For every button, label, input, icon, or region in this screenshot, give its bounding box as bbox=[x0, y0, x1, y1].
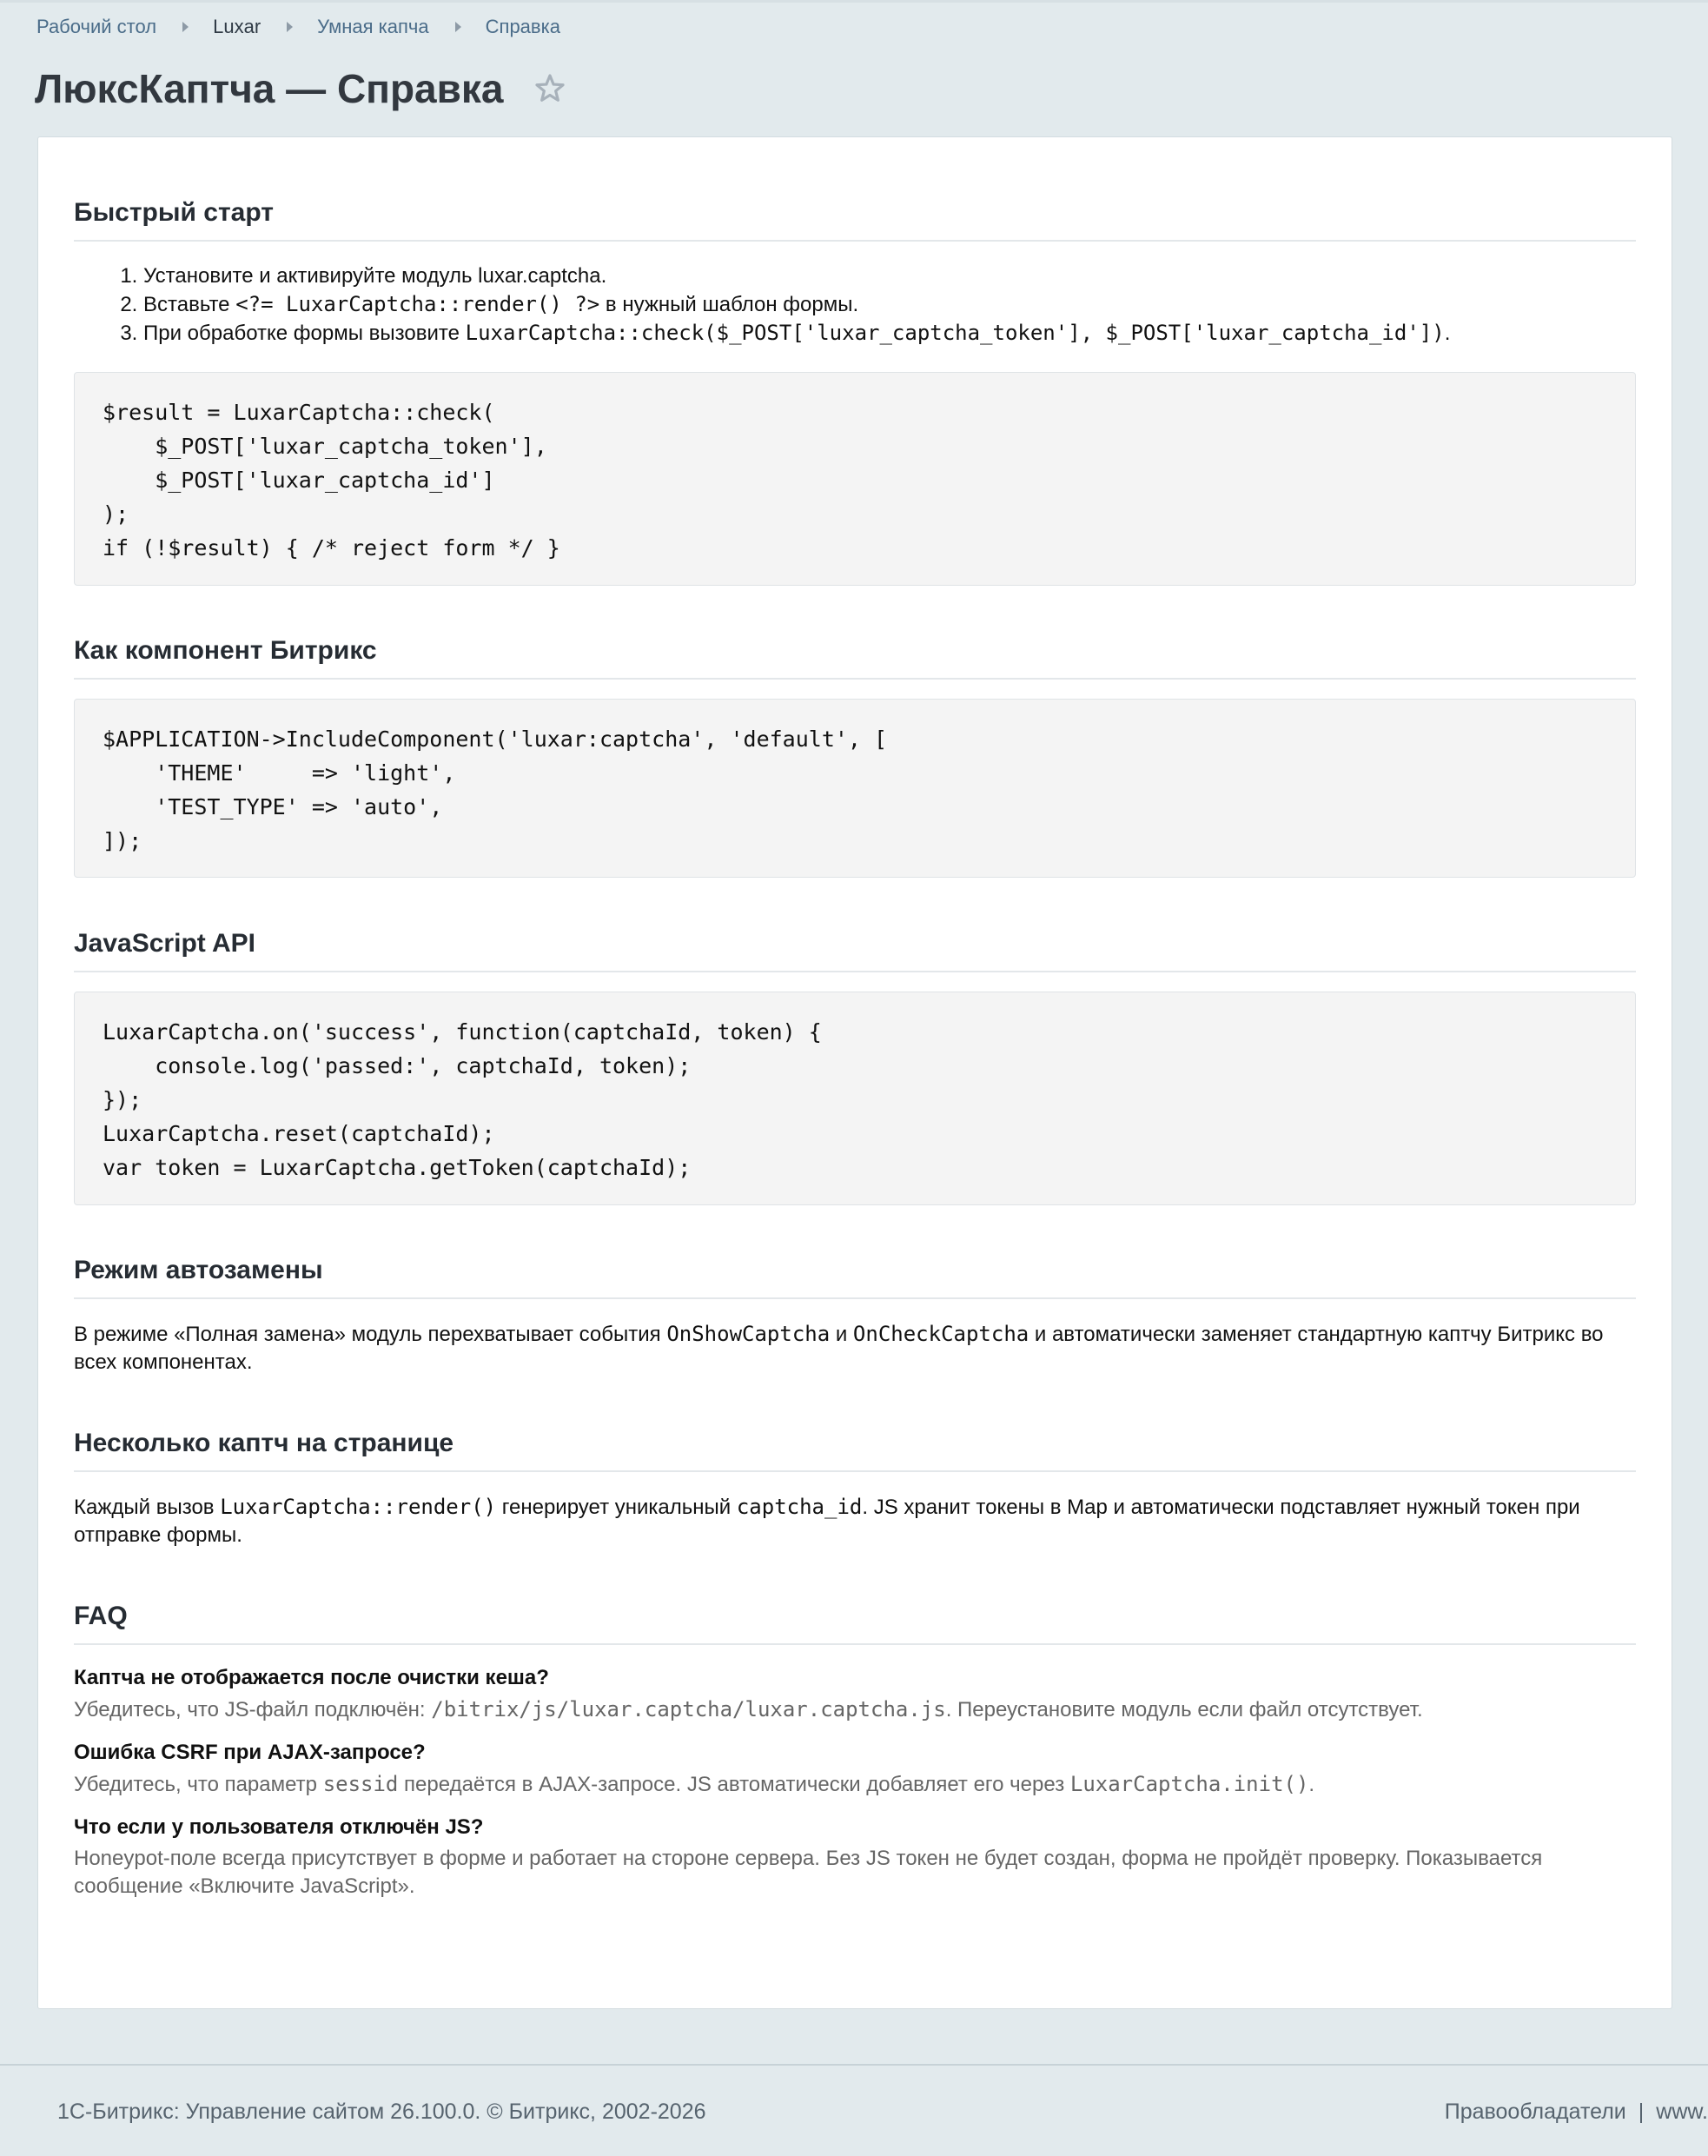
inline-code: OnShowCaptcha bbox=[666, 1322, 831, 1346]
step-text: Вставьте bbox=[143, 293, 236, 316]
text-run: . JS хранит токены в Map и автоматически подставляет нужный токен при отправке формы. bbox=[74, 1496, 1580, 1547]
page-title: ЛюксКаптча — Справка bbox=[35, 66, 504, 111]
section-paragraph bbox=[74, 1493, 1636, 1549]
section-heading: Быстрый старт bbox=[74, 198, 1636, 242]
rights-holders-link[interactable]: Правообладатели bbox=[1444, 2100, 1626, 2124]
triangle-right-icon bbox=[182, 22, 189, 32]
triangle-right-icon bbox=[287, 22, 293, 32]
text-run: и автоматически заменяет стандартную каптчу Битрикс во всех компонентах. bbox=[74, 1323, 1604, 1374]
text-run: передаётся в AJAX-запросе. JS автоматически добавляет его через bbox=[398, 1773, 1070, 1796]
step-text: При обработке формы вызовите bbox=[143, 322, 466, 345]
step-text: . bbox=[1444, 322, 1451, 345]
footer-separator: | bbox=[1638, 2100, 1645, 2124]
section-heading: JavaScript API bbox=[74, 929, 1636, 972]
section-multiple-captchas bbox=[74, 1429, 1636, 1549]
code-block-js-api: LuxarCaptcha.on('success', function(captchaId, token) { console.log('passed:', captchaId, token); }); LuxarCaptcha.reset(captchaId); var token = LuxarCaptcha.getToken(captchaId); bbox=[74, 992, 1636, 1205]
steps-list bbox=[74, 262, 1636, 348]
faq-answer bbox=[74, 1770, 1636, 1799]
section-paragraph bbox=[74, 1320, 1636, 1377]
top-edge bbox=[0, 0, 1708, 3]
text-run: Убедитесь, что параметр bbox=[74, 1773, 323, 1796]
footer-links bbox=[1445, 2100, 1708, 2125]
step-text: в нужный шаблон формы. bbox=[599, 293, 859, 316]
faq-question: Что если у пользователя отключён JS? bbox=[74, 1815, 484, 1839]
faq-question: Каптча не отображается после очистки кеша? bbox=[74, 1666, 549, 1689]
code-block-component: $APPLICATION->IncludeComponent('luxar:captcha', 'default', [ 'THEME' => 'light', 'TEST_TYPE' => 'auto', ]); bbox=[74, 699, 1636, 878]
text-run: Каждый вызов bbox=[74, 1496, 221, 1519]
title-row bbox=[35, 61, 566, 116]
step-item bbox=[143, 290, 1636, 319]
breadcrumb-item-smart-captcha[interactable]: Умная капча bbox=[317, 16, 429, 37]
breadcrumb-item-help[interactable]: Справка bbox=[485, 16, 560, 37]
text-run: . Переустановите модуль если файл отсутствует. bbox=[945, 1698, 1423, 1721]
inline-code: LuxarCaptcha.init() bbox=[1069, 1772, 1309, 1796]
faq-answer bbox=[74, 1695, 1636, 1724]
faq-item bbox=[74, 1666, 1636, 1724]
section-heading: Режим автозамены bbox=[74, 1256, 1636, 1299]
breadcrumb-item-desktop[interactable]: Рабочий стол bbox=[36, 16, 157, 37]
footer-copyright: 1С-Битрикс: Управление сайтом 26.100.0. © Битрикс, 2002-2026 bbox=[57, 2100, 706, 2124]
section-heading: Как компонент Битрикс bbox=[74, 636, 1636, 680]
text-run: В режиме «Полная замена» модуль перехватывает события bbox=[74, 1323, 667, 1346]
triangle-right-icon bbox=[455, 22, 461, 32]
faq-answer: Honeypot-поле всегда присутствует в форме и работает на стороне сервера. Без JS токен не будет создан, форма не пройдёт проверку. Показывается сообщение «Включите JavaScript». bbox=[74, 1847, 1543, 1898]
text-run: Убедитесь, что JS-файл подключён: bbox=[74, 1698, 432, 1721]
faq-question: Ошибка CSRF при AJAX-запросе? bbox=[74, 1741, 426, 1764]
breadcrumb-item-luxar[interactable]: Luxar bbox=[213, 16, 261, 37]
inline-code: sessid bbox=[322, 1772, 399, 1796]
section-bitrix-component bbox=[74, 636, 1636, 680]
help-panel bbox=[37, 136, 1672, 2009]
inline-code: LuxarCaptcha::render() bbox=[220, 1495, 497, 1519]
text-run: и bbox=[830, 1323, 853, 1346]
site-link[interactable]: www. bbox=[1656, 2100, 1708, 2124]
inline-code: captcha_id bbox=[736, 1495, 863, 1519]
breadcrumb bbox=[36, 14, 560, 40]
step-item bbox=[143, 262, 1636, 290]
text-run: . bbox=[1308, 1773, 1315, 1796]
code-block-check: $result = LuxarCaptcha::check( $_POST['luxar_captcha_token'], $_POST['luxar_captcha_id'] ); if (!$result) { /* reject form */ } bbox=[74, 372, 1636, 586]
inline-code: /bitrix/js/luxar.captcha/luxar.captcha.js bbox=[431, 1697, 946, 1721]
section-js-api bbox=[74, 929, 1636, 972]
step-text: Установите и активируйте модуль luxar.captcha. bbox=[143, 264, 607, 288]
section-heading: FAQ bbox=[74, 1602, 1636, 1645]
inline-code: LuxarCaptcha::check($_POST['luxar_captcha_token'], $_POST['luxar_captcha_id']) bbox=[465, 321, 1445, 345]
star-outline-icon[interactable] bbox=[533, 72, 566, 105]
faq-item bbox=[74, 1741, 1636, 1799]
footer-divider bbox=[0, 2064, 1708, 2066]
section-quick-start bbox=[74, 198, 1636, 348]
section-faq bbox=[74, 1602, 1636, 1901]
section-heading: Несколько каптч на странице bbox=[74, 1429, 1636, 1472]
inline-code: OnCheckCaptcha bbox=[852, 1322, 1029, 1346]
step-item bbox=[143, 319, 1636, 348]
faq-item bbox=[74, 1815, 1636, 1901]
text-run: генерирует уникальный bbox=[496, 1496, 737, 1519]
section-autoreplace bbox=[74, 1256, 1636, 1377]
inline-code: <?= LuxarCaptcha::render() ?> bbox=[235, 292, 600, 316]
